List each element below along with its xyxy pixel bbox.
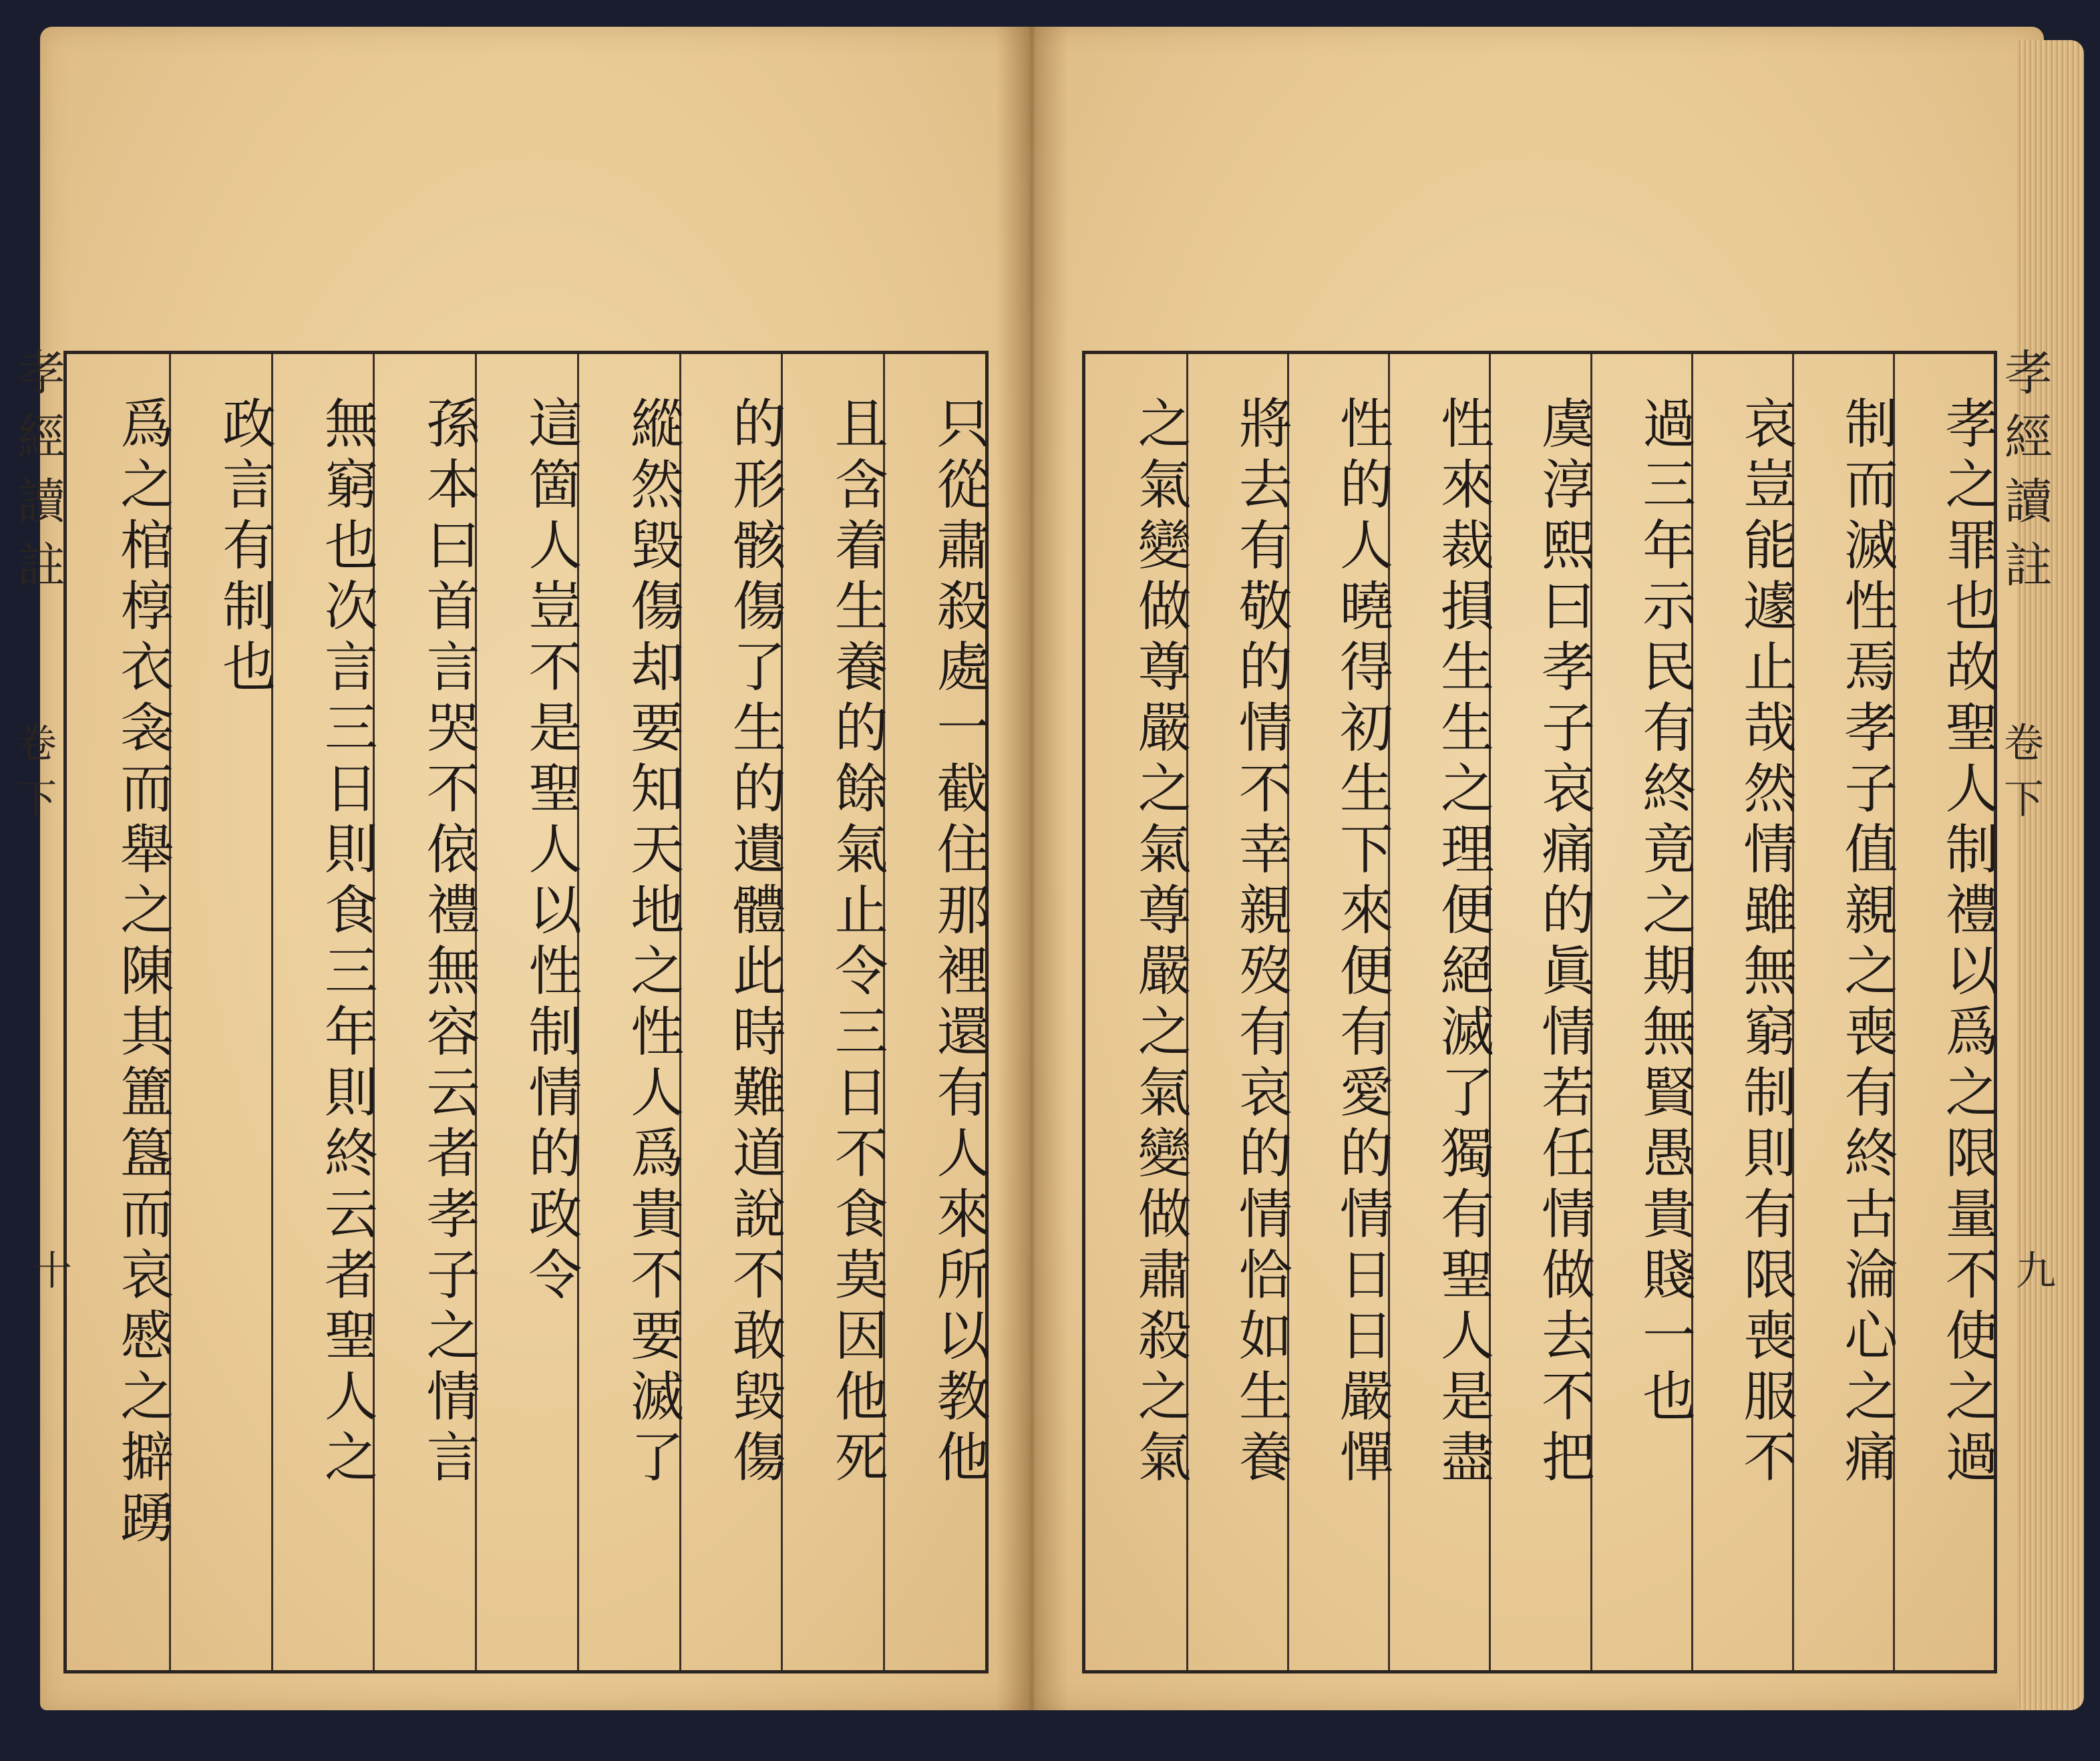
right-edge-chapter: 卷下 bbox=[1997, 722, 2044, 834]
column-text: 孫本曰首言哭不偯禮無容云者孝子之情言 bbox=[417, 395, 480, 1490]
right-page-column bbox=[1489, 354, 1595, 1670]
column-text: 性來裁損生生之理便絕滅了獨有聖人是盡 bbox=[1431, 395, 1494, 1490]
right-page-column bbox=[1388, 354, 1494, 1670]
left-edge-chapter: 卷下 bbox=[10, 722, 57, 834]
right-page-column bbox=[1287, 354, 1393, 1670]
right-page-column bbox=[1893, 354, 1998, 1670]
column-text: 性的人曉得初生下來便有愛的情日日嚴憚 bbox=[1331, 395, 1393, 1490]
column-text: 將去有敬的情不幸親歿有哀的情恰如生養 bbox=[1230, 395, 1292, 1490]
page-edges bbox=[2017, 40, 2084, 1710]
right-page-column bbox=[1186, 354, 1292, 1670]
left-page-column bbox=[679, 354, 786, 1670]
column-text: 虞淳熙曰孝子哀痛的眞情若任情做去不把 bbox=[1532, 395, 1595, 1490]
left-leaf-number: 十 bbox=[25, 1249, 72, 1289]
left-edge-title: 孝經讀註 bbox=[9, 347, 65, 604]
column-text: 縱然毀傷却要知天地之性人爲貴不要滅了 bbox=[621, 395, 684, 1490]
right-page-column bbox=[1792, 354, 1898, 1670]
left-page-column bbox=[781, 354, 888, 1670]
left-text-frame bbox=[63, 351, 989, 1673]
right-page-column bbox=[1085, 354, 1192, 1670]
left-page-column bbox=[577, 354, 684, 1670]
left-page-column bbox=[475, 354, 582, 1670]
column-text: 只從肅殺處一截住那裡還有人來所以教他 bbox=[927, 395, 990, 1490]
column-text: 且含着生養的餘氣止令三日不食莫因他死 bbox=[826, 395, 888, 1490]
column-text: 之氣變做尊嚴之氣尊嚴之氣變做肅殺之氣 bbox=[1129, 395, 1192, 1490]
left-page-column bbox=[67, 354, 174, 1670]
right-page-column bbox=[1590, 354, 1696, 1670]
left-page-column bbox=[271, 354, 378, 1670]
column-text: 孝之罪也故聖人制禮以爲之限量不使之過 bbox=[1936, 395, 1998, 1490]
left-page-column bbox=[169, 354, 276, 1670]
left-page-column bbox=[373, 354, 480, 1670]
right-page-column bbox=[1691, 354, 1797, 1670]
column-text: 這箇人豈不是聖人以性制情的政令 bbox=[519, 395, 582, 1307]
column-text: 無窮也次言三日則食三年則終云者聖人之 bbox=[315, 395, 378, 1490]
left-page-column bbox=[883, 354, 990, 1670]
column-text: 制而滅性焉孝子值親之喪有終古淪心之痛 bbox=[1835, 395, 1898, 1490]
column-text: 爲之棺椁衣衾而舉之陳其簠簋而哀慼之擗踴 bbox=[111, 395, 174, 1551]
right-leaf-number: 九 bbox=[2009, 1249, 2056, 1289]
column-text: 哀豈能遽止哉然情雖無窮制則有限喪服不 bbox=[1734, 395, 1797, 1490]
column-text: 過三年示民有終竟之期無賢愚貴賤一也 bbox=[1633, 395, 1696, 1429]
column-text: 的形骸傷了生的遺體此時難道說不敢毀傷 bbox=[723, 395, 786, 1490]
right-edge-title: 孝經讀註 bbox=[1996, 347, 2053, 604]
right-text-frame bbox=[1082, 351, 1997, 1673]
column-text: 政言有制也 bbox=[213, 395, 276, 699]
